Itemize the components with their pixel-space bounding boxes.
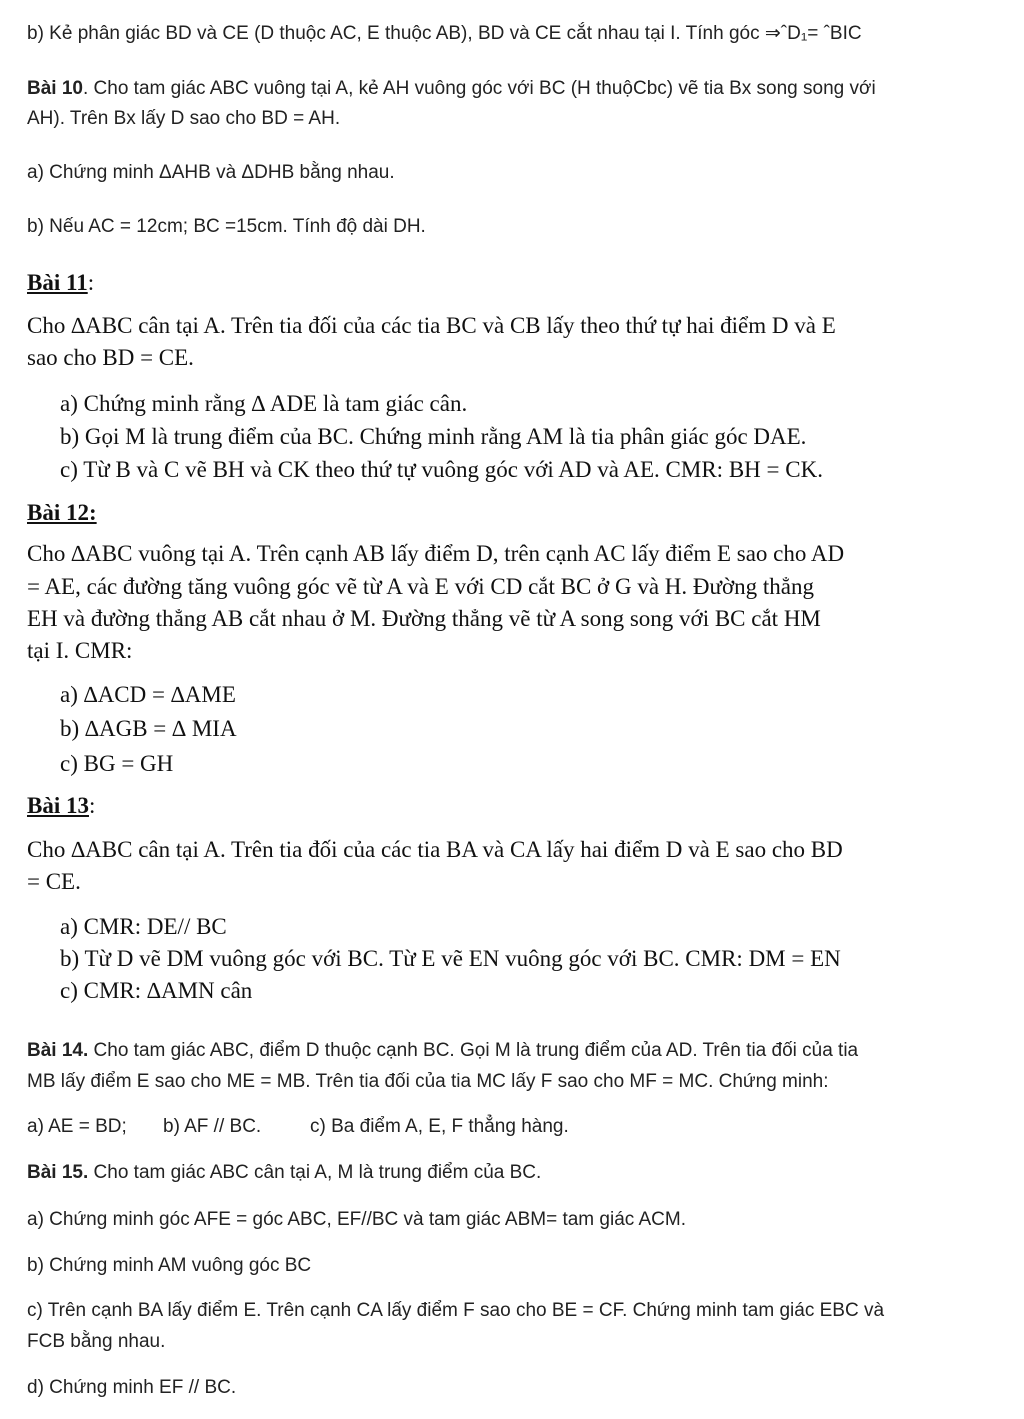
exercise-13-part-b: b) Từ D vẽ DM vuông góc với BC. Từ E vẽ EN vuông góc với BC. CMR: DM = EN xyxy=(60,946,841,971)
exercise-14-part-a: a) AE = BD; xyxy=(27,1116,127,1137)
exercise-12-label: Bài 12: xyxy=(27,500,97,525)
exercise-11-heading: Bài 11: xyxy=(27,270,95,295)
exercise-15-part-b: b) Chứng minh AM vuông góc BC xyxy=(27,1255,312,1276)
exercise-11-line1: Cho ∆ABC cân tại A. Trên tia đối của các tia BC và CB lấy theo thứ tự hai điểm D và E xyxy=(27,313,836,338)
exercise-15-label: Bài 15. xyxy=(27,1162,89,1183)
exercise-12-part-b: b) ∆AGB = ∆ MIA xyxy=(60,716,237,741)
exercise-15-part-c-line1: c) Trên cạnh BA lấy điểm E. Trên cạnh CA lấy điểm F sao cho BE = CF. Chứng minh tam giác EBC và xyxy=(27,1300,885,1321)
exercise-14-part-c: c) Ba điểm A, E, F thẳng hàng. xyxy=(310,1116,569,1137)
exercise-11-part-b: b) Gọi M là trung điểm của BC. Chứng minh rằng AM là tia phân giác góc DAE. xyxy=(60,424,807,449)
exercise-10-label: Bài 10 xyxy=(27,78,83,99)
exercise-13-part-c: c) CMR: ∆AMN cân xyxy=(60,978,253,1003)
exercise-13-line2: = CE. xyxy=(27,869,81,894)
exercise-14-line2: MB lấy điểm E sao cho ME = MB. Trên tia đối của tia MC lấy F sao cho MF = MC. Chứng minh: xyxy=(27,1071,829,1092)
exercise-12-line4: tại I. CMR: xyxy=(27,638,133,663)
exercise-12-heading xyxy=(27,500,97,526)
exercise-14-heading: Bài 14. Cho tam giác ABC, điểm D thuộc cạnh BC. Gọi M là trung điểm của AD. Trên tia đối của tia xyxy=(27,1040,859,1061)
exercise-14-part-b: b) AF // BC. xyxy=(163,1116,262,1137)
exercise-9b-line: b) Kẻ phân giác BD và CE (D thuộc AC, E thuộc AB), BD và CE cắt nhau tại I. Tính góc ⇒ˆD₁= ˆBIC xyxy=(27,23,862,44)
exercise-10-part-b: b) Nếu AC = 12cm; BC =15cm. Tính độ dài DH. xyxy=(27,216,426,237)
exercise-15-part-a: a) Chứng minh góc AFE = góc ABC, EF//BC và tam giác ABM= tam giác ACM. xyxy=(27,1209,686,1230)
exercise-15-heading: Bài 15. Cho tam giác ABC cân tại A, M là trung điểm của BC. xyxy=(27,1162,542,1183)
exercise-12-line2: = AE, các đường tăng vuông góc vẽ từ A và E với CD cắt BC ở G và H. Đường thẳng xyxy=(27,574,814,599)
exercise-13-label: Bài 13 xyxy=(27,793,89,818)
exercise-11-label: Bài 11 xyxy=(27,270,88,295)
exercise-12-part-a: a) ∆ACD = ∆AME xyxy=(60,682,236,707)
exercise-15-part-d: d) Chứng minh EF // BC. xyxy=(27,1377,237,1398)
exercise-12-line3: EH và đường thẳng AB cắt nhau ở M. Đường thẳng vẽ từ A song song với BC cắt HM xyxy=(27,606,821,631)
exercise-13-line1: Cho ∆ABC cân tại A. Trên tia đối của các tia BA và CA lấy hai điểm D và E sao cho BD xyxy=(27,837,843,862)
exercise-13-heading: Bài 13: xyxy=(27,793,96,818)
exercise-10-line2: AH). Trên Bx lấy D sao cho BD = AH. xyxy=(27,108,341,129)
exercise-10-part-a: a) Chứng minh ΔAHB và ΔDHB bằng nhau. xyxy=(27,162,395,183)
exercise-11-line2: sao cho BD = CE. xyxy=(27,345,194,370)
exercise-15-part-c-line2: FCB bằng nhau. xyxy=(27,1331,166,1352)
exercise-14-label: Bài 14. xyxy=(27,1040,89,1061)
exercise-10-heading: Bài 10. Cho tam giác ABC vuông tại A, kẻ AH vuông góc với BC (H thuộCbc) vẽ tia Bx song song với xyxy=(27,78,876,99)
exercise-12-part-c: c) BG = GH xyxy=(60,751,174,776)
exercise-11-part-a: a) Chứng minh rằng ∆ ADE là tam giác cân. xyxy=(60,391,468,416)
exercise-13-part-a: a) CMR: DE// BC xyxy=(60,914,227,939)
exercise-11-part-c: c) Từ B và C vẽ BH và CK theo thứ tự vuông góc với AD và AE. CMR: BH = CK. xyxy=(60,457,823,482)
exercise-12-line1: Cho ∆ABC vuông tại A. Trên cạnh AB lấy điểm D, trên cạnh AC lấy điểm E sao cho AD xyxy=(27,541,845,566)
